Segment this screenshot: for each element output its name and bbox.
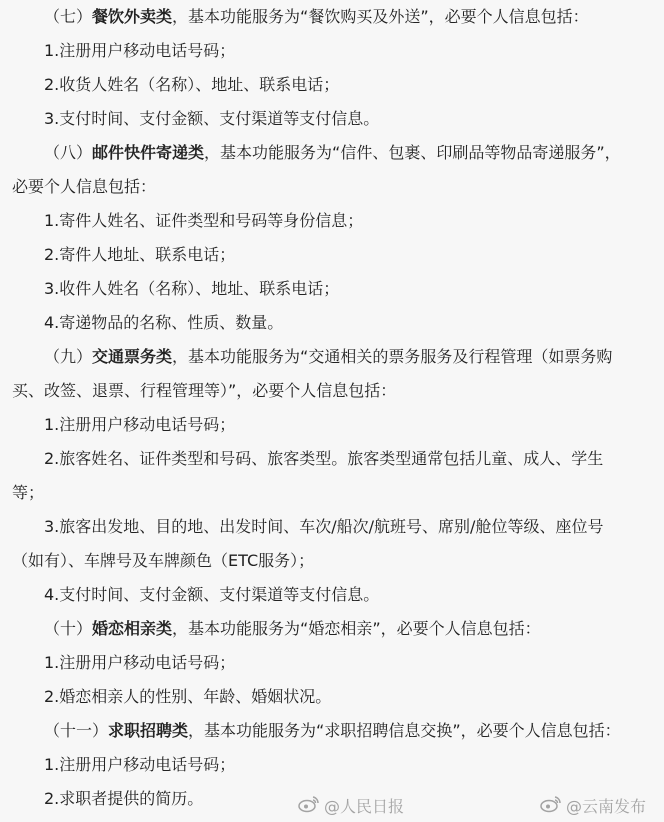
section-number: （十）: [44, 619, 93, 638]
list-item: 2.婚恋相亲人的性别、年龄、婚姻状况。: [44, 687, 332, 706]
section-heading-continuation: 买、改签、退票、行程管理等）”，必要个人信息包括：: [12, 381, 397, 400]
list-item: 2.求职者提供的简历。: [44, 789, 204, 808]
list-item: 1.寄件人姓名、证件类型和号码等身份信息；: [44, 211, 364, 230]
watermarks: [0, 790, 664, 822]
list-item: 4.支付时间、支付金额、支付渠道等支付信息。: [44, 585, 380, 604]
section-category: 邮件快件寄递类: [92, 143, 205, 162]
weibo-icon: [298, 795, 320, 817]
section-description: ，基本功能服务为“交通相关的票务服务及行程管理（如票务购: [172, 347, 613, 366]
watermark: [298, 794, 404, 817]
document-body: [12, 0, 652, 816]
watermark-text: @云南发布: [566, 797, 647, 816]
section-category: 交通票务类: [92, 347, 173, 366]
weibo-icon: [540, 795, 562, 817]
list-item: 1.注册用户移动电话号码；: [44, 415, 236, 434]
list-item: 2.寄件人地址、联系电话；: [44, 245, 236, 264]
list-item: 2.旅客姓名、证件类型和号码、旅客类型。旅客类型通常包括儿童、成人、学生: [44, 449, 604, 468]
list-item: 1.注册用户移动电话号码；: [44, 653, 236, 672]
section-category: 餐饮外卖类: [92, 7, 173, 26]
section-number: （十一）: [44, 721, 109, 740]
section-number: （九）: [44, 347, 93, 366]
section-category: 求职招聘类: [108, 721, 189, 740]
list-item-continuation: 等；: [12, 483, 45, 502]
section-heading-continuation: 必要个人信息包括：: [12, 177, 157, 196]
list-item: 4.寄递物品的名称、性质、数量。: [44, 313, 284, 332]
list-item: 1.注册用户移动电话号码；: [44, 41, 236, 60]
section-description: ，基本功能服务为“餐饮购买及外送”，必要个人信息包括：: [172, 7, 589, 26]
list-item: 3.旅客出发地、目的地、出发时间、车次/船次/航班号、席别/舱位等级、座位号: [44, 517, 604, 536]
section-number: （八）: [44, 143, 93, 162]
section-heading-8: [12, 136, 652, 170]
watermark: [540, 794, 646, 817]
section-description: ，基本功能服务为“婚恋相亲”，必要个人信息包括：: [172, 619, 541, 638]
list-item-continuation: （如有）、车牌号及车牌颜色（ETC服务）；: [12, 551, 315, 570]
section-heading-7: [12, 0, 652, 34]
section-heading-9: [12, 340, 652, 374]
section-description: ，基本功能服务为“求职招聘信息交换”，必要个人信息包括：: [188, 721, 621, 740]
section-heading-11: [12, 714, 652, 748]
section-category: 婚恋相亲类: [92, 619, 173, 638]
watermark-text: @人民日报: [324, 797, 405, 816]
list-item: 2.收货人姓名（名称）、地址、联系电话；: [44, 75, 340, 94]
section-heading-10: [12, 612, 652, 646]
list-item: 3.支付时间、支付金额、支付渠道等支付信息。: [44, 109, 380, 128]
list-item: 3.收件人姓名（名称）、地址、联系电话；: [44, 279, 340, 298]
section-number: （七）: [44, 7, 93, 26]
section-description: ，基本功能服务为“信件、包裹、印刷品等物品寄递服务”，: [204, 143, 621, 162]
list-item: 1.注册用户移动电话号码；: [44, 755, 236, 774]
